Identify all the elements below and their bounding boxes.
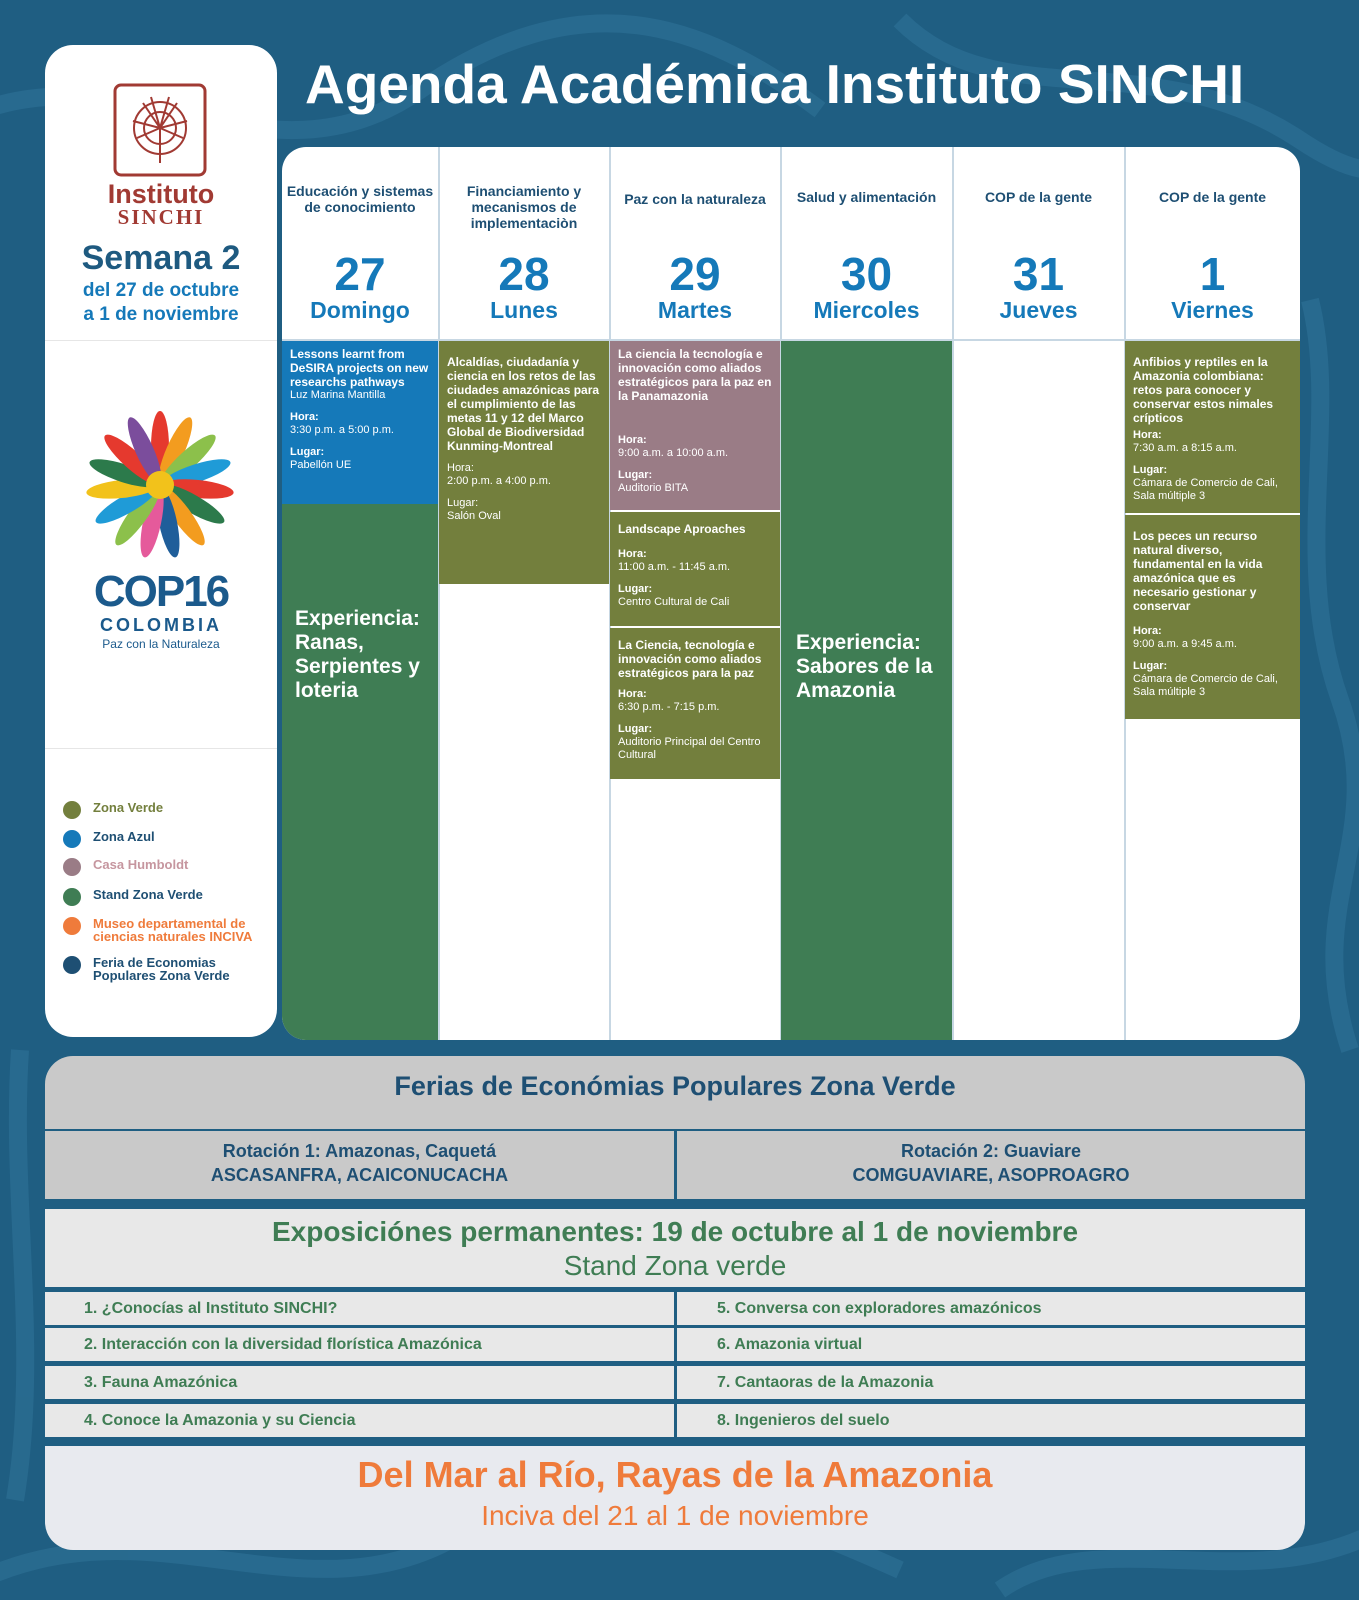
day-theme: Financiamiento y mecanismos de implementaciòn (466, 183, 582, 231)
institute-name-line1: Instituto (107, 179, 215, 209)
day-column-31 (953, 147, 1126, 1040)
event-card[interactable] (1125, 341, 1300, 513)
event-place-label: Lugar: (618, 469, 653, 481)
page-title: Agenda Académica Instituto SINCHI (305, 53, 1245, 115)
event-time: 9:00 a.m. a 9:45 a.m. (1133, 638, 1237, 650)
legend-item (63, 888, 273, 906)
event-place-label: Lugar: (447, 497, 479, 509)
institute-name-line2: SINCHI (117, 205, 205, 229)
event-title: La ciencia la tecnología e innovación como aliados estratégicos para la paz en la Panamazonia (618, 347, 772, 403)
legend-label: Stand Zona Verde (93, 887, 203, 902)
mar-section (45, 1446, 1305, 1550)
event-card[interactable] (610, 628, 780, 779)
rotation-1-line2: ASCASANFRA, ACAICONUCACHA (210, 1165, 509, 1185)
day-theme: COP de la gente (1158, 189, 1267, 205)
mar-subtitle: Inciva del 21 al 1 de noviembre (481, 1500, 869, 1531)
left-panel (45, 45, 277, 1037)
expo-title: Exposiciónes permanentes: 19 de octubre al 1 de noviembre (271, 1216, 1079, 1247)
day-column-30 (781, 147, 954, 1040)
cop16-flower-icon (85, 410, 235, 560)
event-card[interactable] (439, 341, 609, 584)
rotation-2-line1: Rotación 2: Guaviare (900, 1141, 1082, 1161)
event-time-label: Hora: (618, 548, 647, 560)
day-theme: Salud y alimentación (796, 189, 937, 205)
experience-title: Experiencia: Ranas, Serpientes y loteria (295, 607, 420, 702)
legend-label: Casa Humboldt (93, 857, 189, 872)
rotation-1 (45, 1131, 674, 1199)
event-time-label: Hora: (1133, 429, 1162, 441)
experience-card[interactable] (781, 341, 952, 1040)
list-item: 5. Conversa con exploradores amazónicos (677, 1292, 1305, 1325)
event-place-label: Lugar: (1133, 660, 1168, 672)
event-place: Auditorio Principal del Centro Cultural (618, 736, 761, 761)
day-column-1 (1125, 147, 1300, 1040)
event-time: 6:30 p.m. - 7:15 p.m. (618, 701, 720, 713)
event-card[interactable] (282, 341, 438, 504)
day-header (282, 147, 438, 339)
schedule-grid (282, 147, 1300, 1040)
day-number: 31 (1012, 248, 1065, 300)
event-time: 7:30 a.m. a 8:15 a.m. (1133, 442, 1237, 454)
cop16-title: COP16 (93, 567, 229, 616)
day-number: 29 (669, 248, 721, 300)
event-place-label: Lugar: (618, 723, 653, 735)
day-header (953, 147, 1124, 339)
day-header (439, 147, 609, 339)
mar-title: Del Mar al Río, Rayas de la Amazonia (357, 1454, 993, 1495)
legend-label: Museo departamental de ciencias naturales INCIVA (93, 916, 253, 944)
expo-subtitle: Stand Zona verde (563, 1250, 787, 1281)
legend-dot-icon (63, 888, 81, 906)
event-title: Landscape Aproaches (618, 522, 746, 536)
event-time-label: Hora: (618, 434, 647, 446)
legend-dot-icon (63, 830, 81, 848)
legend-dot-icon (63, 858, 81, 876)
rotation-2 (677, 1131, 1305, 1199)
event-speaker: Luz Marina Mantilla (290, 389, 386, 401)
legend-item (63, 801, 273, 819)
event-place-label: Lugar: (618, 583, 653, 595)
event-title: La Ciencia, tecnología e innovación como aliados estratégicos para la paz (618, 638, 762, 680)
rotation-2-line2: COMGUAVIARE, ASOPROAGRO (852, 1165, 1130, 1185)
week-range-line1: del 27 de octubre (82, 280, 240, 301)
event-time-label: Hora: (447, 462, 474, 474)
event-card[interactable] (1125, 515, 1300, 719)
day-name: Domingo (310, 297, 410, 323)
event-title: Los peces un recurso natural diverso, fundamental en la vida amazónica que es necesario gestionar y conservar (1133, 529, 1263, 613)
day-name: Miercoles (813, 297, 920, 323)
header-divider (282, 339, 1300, 341)
legend-dot-icon (63, 917, 81, 935)
event-card[interactable] (610, 341, 780, 510)
day-column-29 (610, 147, 782, 1040)
event-place: Auditorio BITA (618, 482, 689, 494)
list-item: 8. Ingenieros del suelo (677, 1404, 1305, 1437)
list-item: 6. Amazonia virtual (677, 1328, 1305, 1361)
day-header (1125, 147, 1300, 339)
ferias-title: Ferias de Económias Populares Zona Verde (394, 1071, 956, 1101)
day-theme: Educación y sistemas de conocimiento (286, 183, 434, 215)
day-name: Martes (657, 297, 733, 323)
legend-item (63, 917, 273, 943)
day-name: Viernes (1171, 297, 1254, 323)
event-time-label: Hora: (618, 688, 647, 700)
rotation-1-line1: Rotación 1: Amazonas, Caquetá (222, 1141, 497, 1161)
event-time: 11:00 a.m. - 11:45 a.m. (618, 561, 731, 573)
legend-item (63, 956, 273, 982)
event-place: Cámara de Comercio de Cali, Sala múltiple 3 (1133, 477, 1278, 502)
divider (45, 748, 277, 749)
event-place-label: Lugar: (290, 446, 325, 458)
event-card[interactable] (610, 512, 780, 626)
event-place: Centro Cultural de Cali (618, 596, 730, 608)
list-item: 2. Interacción con la diversidad florística Amazónica (45, 1328, 674, 1361)
event-time: 3:30 p.m. a 5:00 p.m. (290, 424, 394, 436)
experience-card[interactable] (282, 504, 438, 1040)
day-header (610, 147, 780, 339)
event-place: Pabellón UE (290, 459, 352, 471)
legend-label: Feria de Economias Populares Zona Verde (93, 955, 230, 983)
sinchi-logo-icon (113, 83, 207, 177)
legend-dot-icon (63, 801, 81, 819)
event-place-label: Lugar: (1133, 464, 1168, 476)
day-name: Lunes (490, 297, 558, 323)
legend-dot-icon (63, 956, 81, 974)
week-title: Semana 2 (81, 239, 241, 277)
event-time-label: Hora: (290, 411, 319, 423)
list-item: 7. Cantaoras de la Amazonia (677, 1366, 1305, 1399)
day-number: 28 (498, 248, 550, 300)
day-name: Jueves (999, 297, 1078, 323)
event-title: Lessons learnt from DeSIRA projects on new researchs pathways (290, 347, 429, 389)
cop16-tagline: Paz con la Naturaleza (102, 637, 220, 651)
event-time: 2:00 p.m. a 4:00 p.m. (447, 475, 551, 487)
legend-label: Zona Azul (93, 829, 155, 844)
expo-section (45, 1209, 1305, 1287)
event-time-label: Hora: (1133, 625, 1162, 637)
list-item: 4. Conoce la Amazonia y su Ciencia (45, 1404, 674, 1437)
list-item: 3. Fauna Amazónica (45, 1366, 674, 1399)
day-theme: COP de la gente (984, 189, 1093, 205)
day-theme: Paz con la naturaleza (624, 191, 766, 207)
cop16-country: COLOMBIA (100, 615, 222, 635)
list-item: 1. ¿Conocías al Instituto SINCHI? (45, 1292, 674, 1325)
event-place: Salón Oval (447, 510, 501, 522)
experience-title: Experiencia: Sabores de la Amazonia (796, 631, 933, 702)
event-place: Cámara de Comercio de Cali, Sala múltiple 3 (1133, 673, 1278, 698)
day-number: 27 (334, 248, 386, 300)
day-header (781, 147, 952, 339)
week-range-line2: a 1 de noviembre (83, 304, 239, 325)
day-column-28 (439, 147, 611, 1040)
legend-item (63, 858, 273, 876)
legend-item (63, 830, 273, 848)
day-number: 30 (840, 248, 893, 300)
divider (45, 340, 277, 341)
event-title: Alcaldías, ciudadanía y ciencia en los retos de las ciudades amazónicas para el cumplimiento de las metas 11 y 12 del Marco Global de Biodiversidad Kunming-Montreal (447, 355, 600, 453)
day-number: 1 (1199, 248, 1226, 300)
legend-label: Zona Verde (93, 800, 164, 815)
ferias-section (45, 1056, 1305, 1129)
event-title: Anfibios y reptiles en la Amazonia colombiana: retos para conocer y conservar estos nimales crípticos (1133, 355, 1274, 425)
event-time: 9:00 a.m. a 10:00 a.m. (618, 447, 729, 459)
day-column-27 (282, 147, 440, 1040)
